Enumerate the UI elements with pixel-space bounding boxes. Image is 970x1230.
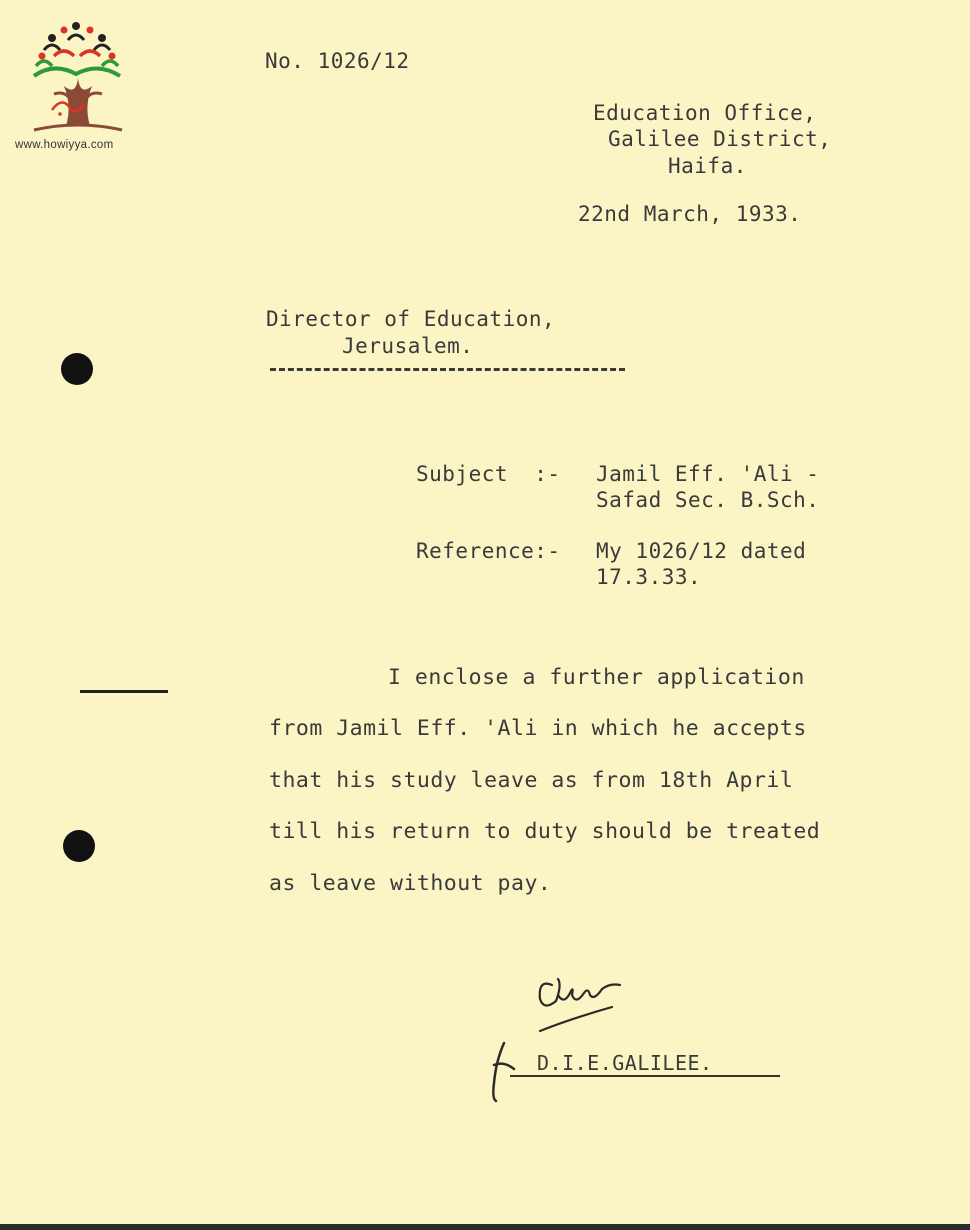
office-line-3: Haifa.: [668, 154, 747, 178]
punch-hole-top: [61, 353, 93, 385]
office-line-2: Galilee District,: [608, 127, 832, 151]
handwritten-signature: [490, 965, 790, 1105]
reference-line-1: My 1026/12 dated: [596, 539, 807, 563]
howiyya-logo: [14, 16, 144, 156]
body-line-3: that his study leave as from 18th April: [269, 768, 794, 793]
addressee-line-1: Director of Education,: [266, 307, 556, 331]
body-line-5: as leave without pay.: [269, 871, 552, 896]
logo-url-text: www.howiyya.com: [15, 139, 114, 151]
addressee-line-2: Jerusalem.: [342, 334, 474, 358]
margin-mark: [80, 690, 168, 693]
body-line-2: from Jamil Eff. 'Ali in which he accepts: [269, 716, 807, 741]
subject-line-2: Safad Sec. B.Sch.: [596, 488, 820, 512]
body-line-4: till his return to duty should be treated: [269, 819, 821, 844]
signatory-title: D.I.E.GALILEE.: [537, 1051, 713, 1075]
body-line-1: I enclose a further application: [388, 665, 805, 690]
letter-date: 22nd March, 1933.: [578, 202, 802, 226]
office-line-1: Education Office,: [593, 101, 817, 125]
signatory-underline: [510, 1075, 780, 1077]
subject-line-1: Jamil Eff. 'Ali -: [596, 462, 820, 486]
subject-label: Subject :-: [416, 462, 561, 486]
reference-label: Reference:-: [416, 539, 561, 563]
file-number: No. 1026/12: [265, 49, 410, 73]
reference-line-2: 17.3.33.: [596, 565, 702, 589]
scan-bottom-edge: [0, 1224, 970, 1230]
punch-hole-bottom: [63, 830, 95, 862]
tree-logo-icon: [14, 16, 144, 141]
addressee-divider: [270, 368, 625, 371]
